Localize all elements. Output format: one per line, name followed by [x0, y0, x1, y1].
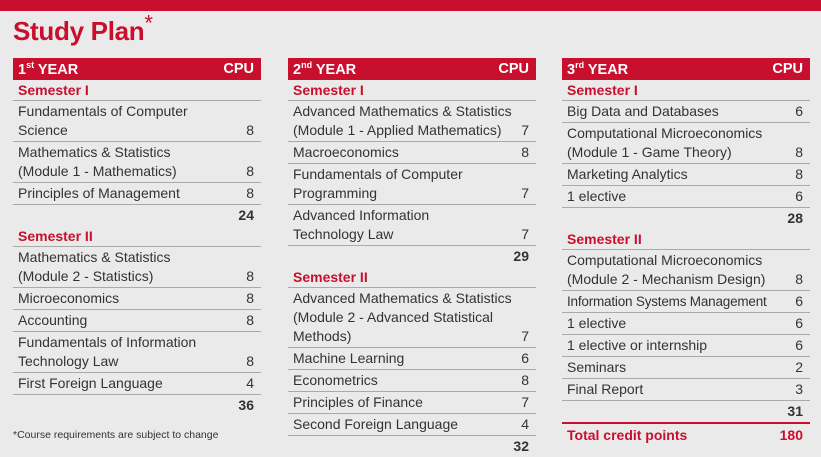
- total-credit-points-label: Total credit points: [567, 427, 688, 443]
- year-1-column: [13, 58, 261, 416]
- year-1-header: 1st YEAR CPU: [13, 58, 261, 80]
- course-row: Principles of Finance 7: [288, 392, 536, 414]
- course-row: Computational Microeconomics (Module 1 - Game Theory) 8: [562, 123, 810, 164]
- page-title: Study Plan*: [13, 10, 153, 46]
- course-row: Seminars 2: [562, 357, 810, 379]
- year-2-column: [288, 58, 536, 457]
- course-row: Second Foreign Language 4: [288, 414, 536, 436]
- course-row: Big Data and Databases 6: [562, 101, 810, 123]
- course-row: Mathematics & Statistics (Module 1 - Mathematics) 8: [13, 142, 261, 183]
- semester-heading: Semester I: [13, 80, 261, 101]
- course-row: Fundamentals of Information Technology Law 8: [13, 332, 261, 373]
- year-3-column: [562, 58, 810, 446]
- course-row: 1 elective or internship 6: [562, 335, 810, 357]
- course-row: Advanced Mathematics & Statistics (Module 2 - Advanced Statistical Methods) 7: [288, 288, 536, 348]
- course-row: Fundamentals of Computer Programming 7: [288, 164, 536, 205]
- course-row: First Foreign Language 4: [13, 373, 261, 395]
- semester-heading: Semester I: [288, 80, 536, 101]
- semester-total: 29: [513, 248, 529, 264]
- course-row: Final Report 3: [562, 379, 810, 401]
- semester-total: 32: [513, 438, 529, 454]
- semester-total: 28: [787, 210, 803, 226]
- semester-total: 31: [787, 403, 803, 419]
- course-row: Machine Learning 6: [288, 348, 536, 370]
- semester-heading: Semester II: [288, 267, 536, 288]
- total-credit-points-value: 180: [779, 427, 803, 443]
- semester-heading: Semester II: [562, 229, 810, 250]
- course-row: Accounting 8: [13, 310, 261, 332]
- year-3-header: 3rd YEAR CPU: [562, 58, 810, 80]
- course-row: Marketing Analytics 8: [562, 164, 810, 186]
- total-credit-points: [562, 422, 810, 446]
- semester-total: 36: [238, 397, 254, 413]
- course-row: Principles of Management 8: [13, 183, 261, 205]
- course-row: Econometrics 8: [288, 370, 536, 392]
- semester-total: 24: [238, 207, 254, 223]
- footnote: *Course requirements are subject to change: [13, 429, 219, 441]
- course-row: Microeconomics 8: [13, 288, 261, 310]
- course-row: Advanced Mathematics & Statistics (Module 1 - Applied Mathematics) 7: [288, 101, 536, 142]
- course-row: 1 elective 6: [562, 186, 810, 208]
- course-row: Macroeconomics 8: [288, 142, 536, 164]
- course-row: Computational Microeconomics (Module 2 - Mechanism Design) 8: [562, 250, 810, 291]
- top-accent-bar: [0, 0, 821, 11]
- course-row: 1 elective 6: [562, 313, 810, 335]
- semester-heading: Semester I: [562, 80, 810, 101]
- course-row: Information Systems Management 6: [562, 291, 810, 313]
- semester-heading: Semester II: [13, 226, 261, 247]
- course-row: Advanced Information Technology Law 7: [288, 205, 536, 246]
- course-row: Fundamentals of Computer Science 8: [13, 101, 261, 142]
- course-row: Mathematics & Statistics (Module 2 - Statistics) 8: [13, 247, 261, 288]
- year-2-header: 2nd YEAR CPU: [288, 58, 536, 80]
